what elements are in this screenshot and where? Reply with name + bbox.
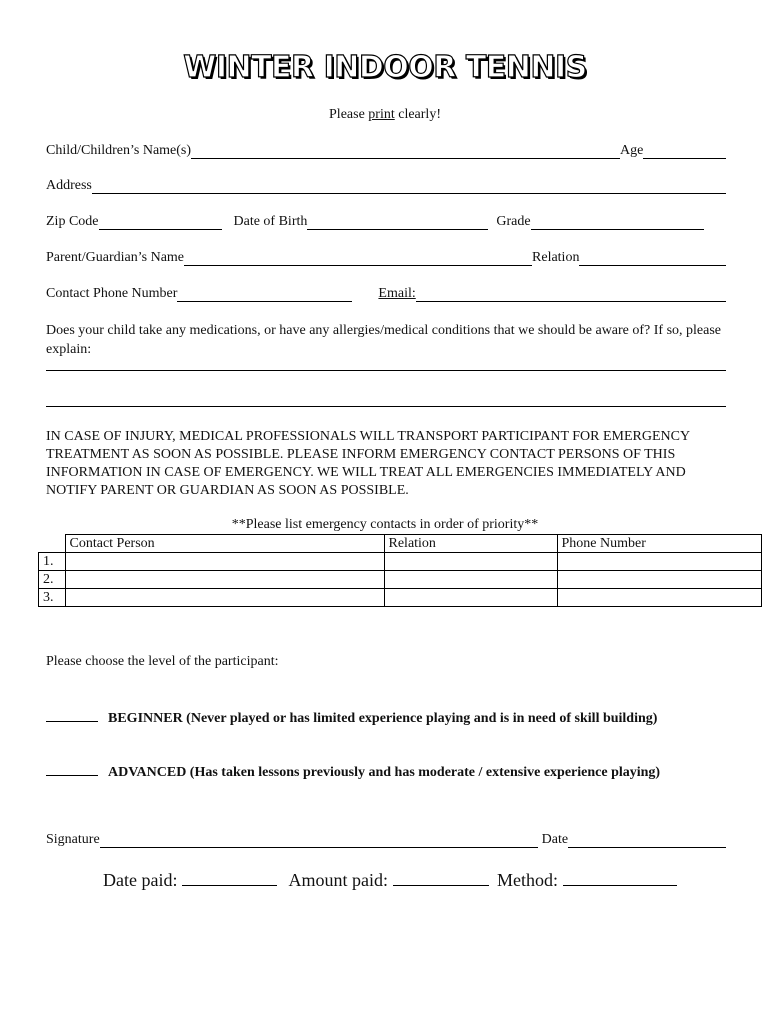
- amount-paid-field[interactable]: [393, 869, 489, 886]
- subtitle-prefix: Please: [329, 107, 369, 122]
- row-number: 3.: [39, 589, 66, 607]
- phone-number-cell[interactable]: [557, 553, 762, 571]
- grade-label: Grade: [496, 214, 531, 229]
- medical-question: Does your child take any medications, or have any allergies/medical conditions that we should be aware of? If so, please explain:: [46, 323, 722, 357]
- zip-code-label: Zip Code: [46, 214, 99, 229]
- emergency-heading: **Please list emergency contacts in order of priority**: [231, 517, 539, 532]
- form-title: WINTER INDOOR TENNIS: [183, 50, 587, 85]
- beginner-label: BEGINNER (Never played or has limited experience playing and is in need of skill building): [108, 711, 658, 726]
- signature-label: Signature: [46, 832, 100, 847]
- signature-date-field[interactable]: [568, 834, 726, 848]
- contact-person-cell[interactable]: [65, 589, 384, 607]
- address-label: Address: [46, 178, 92, 193]
- parent-name-label: Parent/Guardian’s Name: [46, 250, 185, 265]
- dob-field[interactable]: [307, 216, 488, 230]
- table-header-blank: [39, 535, 66, 553]
- signature-date-label: Date: [541, 832, 569, 847]
- relation-cell[interactable]: [384, 553, 557, 571]
- row-number: 1.: [39, 553, 66, 571]
- address-row: [46, 178, 726, 194]
- child-name-field[interactable]: [191, 145, 620, 159]
- address-field[interactable]: [92, 180, 726, 194]
- phone-number-cell[interactable]: [557, 571, 762, 589]
- medical-answer-line-1[interactable]: [46, 370, 726, 371]
- injury-notice: IN CASE OF INJURY, MEDICAL PROFESSIONALS WILL TRANSPORT PARTICIPANT FOR EMERGENCY TREATMENT AS SOON AS POSSIBLE. PLEASE INFORM EMERGENCY CONTACT PERSONS OF THIS INFORMATION IN CASE OF EMERGENCY. WE WILL TREAT ALL EMERGENCIES IMMEDIATELY AND NOTIFY PARENT OR GUARDIAN AS SOON AS POSSIBLE.: [46, 429, 690, 498]
- level-prompt: Please choose the level of the participant:: [46, 654, 279, 669]
- dob-label: Date of Birth: [233, 214, 308, 229]
- beginner-option: [46, 708, 657, 727]
- column-header-phone-number: Phone Number: [557, 535, 762, 553]
- zip-code-field[interactable]: [99, 216, 222, 230]
- advanced-option: [46, 762, 660, 781]
- column-header-contact-person: Contact Person: [65, 535, 384, 553]
- phone-number-cell[interactable]: [557, 589, 762, 607]
- relation-label: Relation: [532, 250, 580, 265]
- table-row: [39, 553, 762, 571]
- child-name-row: [46, 143, 726, 159]
- email-label: Email:: [378, 286, 416, 301]
- row-number: 2.: [39, 571, 66, 589]
- emergency-contacts-table: [38, 534, 762, 607]
- payment-row: [103, 869, 677, 891]
- grade-field[interactable]: [531, 216, 704, 230]
- beginner-checkline[interactable]: [46, 708, 98, 722]
- advanced-checkline[interactable]: [46, 762, 98, 776]
- subtitle-suffix: clearly!: [394, 107, 441, 122]
- relation-field[interactable]: [579, 252, 726, 266]
- contact-row: [46, 286, 726, 302]
- signature-row: [46, 832, 726, 848]
- method-field[interactable]: [563, 869, 677, 886]
- relation-cell[interactable]: [384, 589, 557, 607]
- relation-cell[interactable]: [384, 571, 557, 589]
- table-row: [39, 589, 762, 607]
- subtitle-underlined: print: [368, 107, 395, 122]
- table-row: [39, 571, 762, 589]
- advanced-label: ADVANCED (Has taken lessons previously and has moderate / extensive experience playing): [108, 765, 661, 780]
- age-field[interactable]: [643, 145, 726, 159]
- form-subtitle: [0, 107, 770, 123]
- amount-paid-label: Amount paid:: [288, 870, 388, 890]
- table-header-row: [39, 535, 762, 553]
- age-label: Age: [620, 143, 644, 158]
- signature-field[interactable]: [100, 834, 538, 848]
- parent-name-field[interactable]: [184, 252, 532, 266]
- contact-phone-label: Contact Phone Number: [46, 286, 178, 301]
- email-field[interactable]: [416, 288, 726, 302]
- child-name-label: Child/Children’s Name(s): [46, 143, 192, 158]
- method-label: Method:: [497, 870, 558, 890]
- contact-person-cell[interactable]: [65, 571, 384, 589]
- contact-person-cell[interactable]: [65, 553, 384, 571]
- zip-dob-grade-row: [46, 214, 726, 230]
- date-paid-label: Date paid:: [103, 870, 178, 890]
- date-paid-field[interactable]: [182, 869, 277, 886]
- medical-answer-line-2[interactable]: [46, 406, 726, 407]
- contact-phone-field[interactable]: [177, 288, 352, 302]
- column-header-relation: Relation: [384, 535, 557, 553]
- parent-row: [46, 250, 726, 266]
